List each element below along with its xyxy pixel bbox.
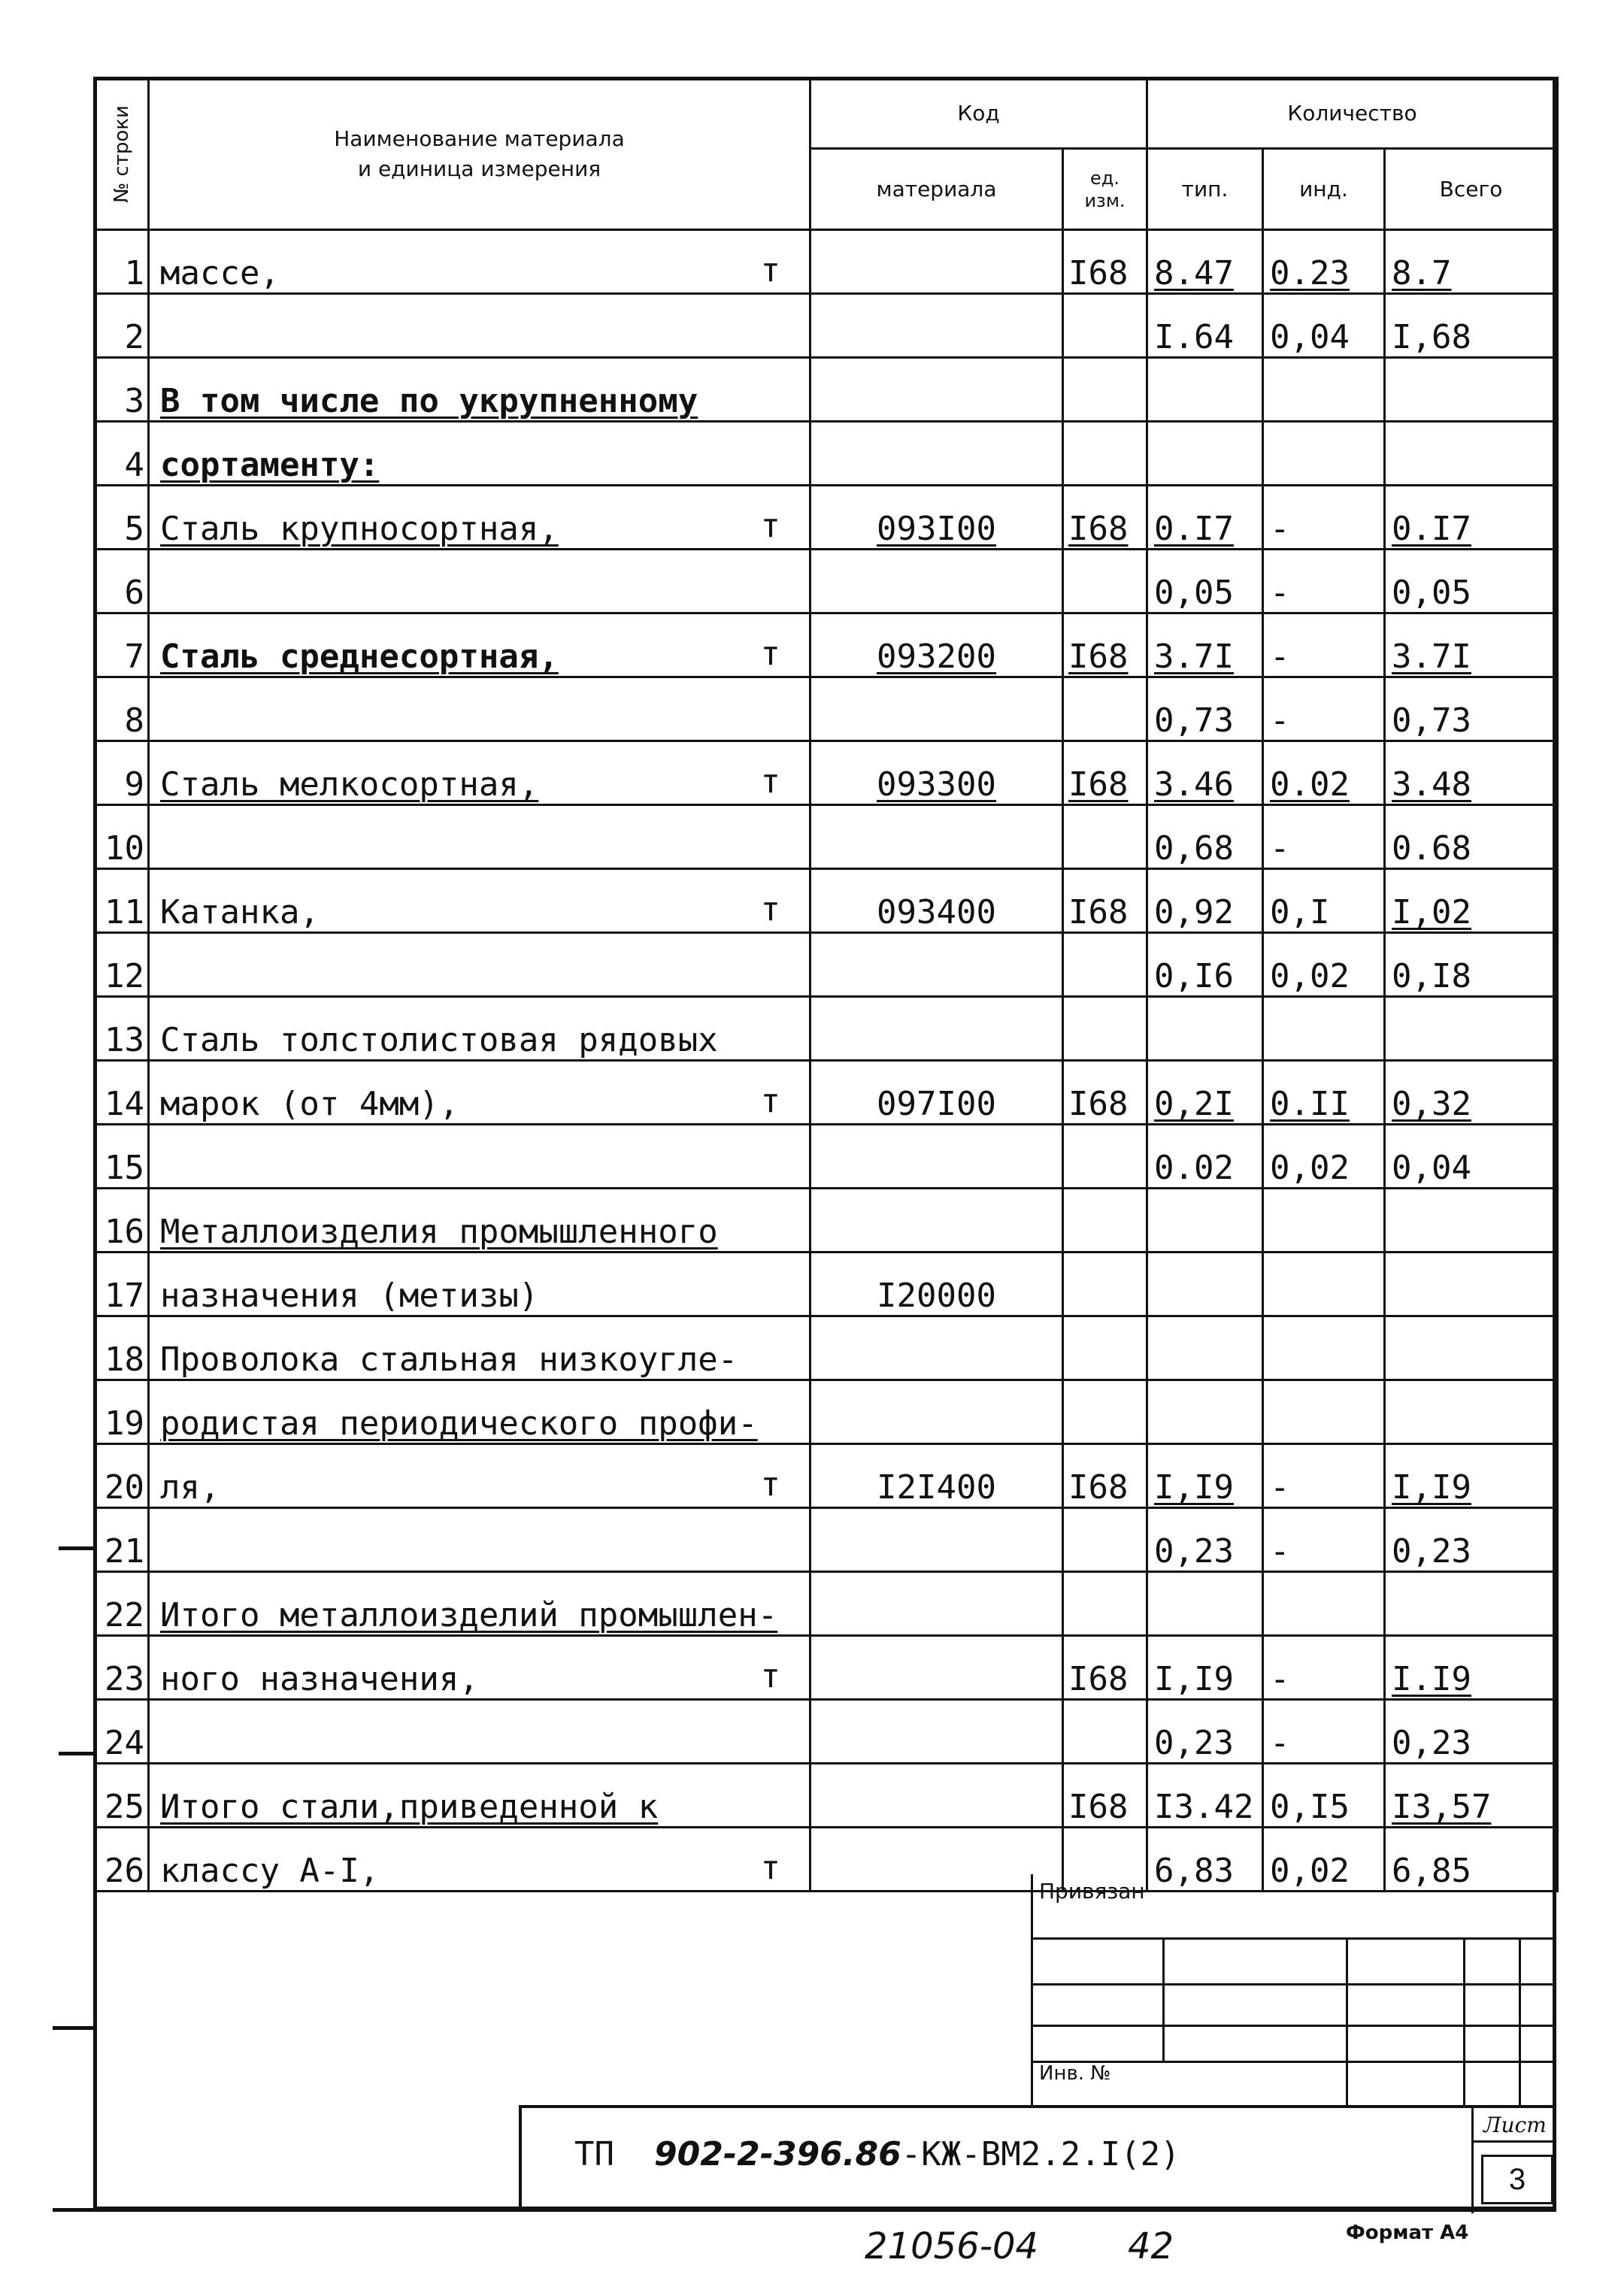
unit-code: I68 — [1063, 869, 1147, 933]
material-name: Металлоизделия промышленного — [149, 1189, 810, 1253]
header-rownum: № строки — [95, 78, 149, 230]
unit-label: т — [760, 762, 780, 801]
unit-label: т — [760, 1082, 780, 1120]
qty-ind: 0.II — [1263, 1061, 1385, 1125]
qty-ind: 0,02 — [1263, 1828, 1385, 1892]
material-name: Катанка, т — [149, 869, 810, 933]
header-name: Наименование материала и единица измерения — [149, 78, 810, 230]
row-number: 19 — [95, 1380, 149, 1444]
qty-tip: 0,23 — [1147, 1700, 1263, 1764]
unit-label: т — [760, 635, 780, 673]
unit-label: т — [760, 251, 780, 289]
row-number: 13 — [95, 997, 149, 1061]
qty-total: 0.68 — [1385, 805, 1558, 869]
material-name: массе, т — [149, 230, 810, 294]
qty-tip: 0.I7 — [1147, 486, 1263, 550]
qty-ind: - — [1263, 550, 1385, 613]
title-stamp — [519, 2105, 1556, 2210]
qty-ind: - — [1263, 677, 1385, 741]
qty-total: I,02 — [1385, 869, 1558, 933]
qty-tip: 0,92 — [1147, 869, 1263, 933]
qty-total: 0,05 — [1385, 550, 1558, 613]
qty-tip: 0,2I — [1147, 1061, 1263, 1125]
header-vsego: Всего — [1385, 149, 1558, 230]
row-number: 21 — [95, 1508, 149, 1572]
qty-total: 0,04 — [1385, 1125, 1558, 1189]
material-name: Сталь мелкосортная, т — [149, 741, 810, 805]
row-number: 7 — [95, 613, 149, 677]
list-box — [1471, 2108, 1556, 2213]
qty-tip: I3.42 — [1147, 1764, 1263, 1828]
qty-ind: - — [1263, 1700, 1385, 1764]
material-name: назначения (метизы) — [149, 1253, 810, 1316]
qty-tip: I.64 — [1147, 294, 1263, 358]
unit-code: I68 — [1063, 741, 1147, 805]
footer-handwritten-number: 21056-04 — [865, 2225, 1039, 2267]
unit-code: I68 — [1063, 1764, 1147, 1828]
unit-code: I68 — [1063, 1444, 1147, 1508]
qty-ind: 0.02 — [1263, 741, 1385, 805]
qty-total: 6,85 — [1385, 1828, 1558, 1892]
material-name: Сталь крупносортная, т — [149, 486, 810, 550]
qty-tip: 0,I6 — [1147, 933, 1263, 997]
inv-label: Инв. № — [1039, 2062, 1111, 2085]
row-number: 9 — [95, 741, 149, 805]
qty-total: I,68 — [1385, 294, 1558, 358]
qty-ind: - — [1263, 1444, 1385, 1508]
row-number: 24 — [95, 1700, 149, 1764]
row-number: 5 — [95, 486, 149, 550]
qty-tip: 0.02 — [1147, 1125, 1263, 1189]
footer-format: Формат А4 — [1346, 2222, 1469, 2244]
row-number: 17 — [95, 1253, 149, 1316]
qty-tip: 6,83 — [1147, 1828, 1263, 1892]
row-number: 23 — [95, 1636, 149, 1700]
row-number: 8 — [95, 677, 149, 741]
unit-code: I68 — [1063, 486, 1147, 550]
material-name: Сталь среднесортная, т — [149, 613, 810, 677]
row-number: 2 — [95, 294, 149, 358]
row-number: 26 — [95, 1828, 149, 1892]
privyazan-label: Привязан — [1039, 1879, 1145, 1904]
unit-code: I68 — [1063, 230, 1147, 294]
qty-ind: 0,02 — [1263, 1125, 1385, 1189]
footer-handwritten-page: 42 — [1128, 2225, 1174, 2267]
row-number: 16 — [95, 1189, 149, 1253]
header-kolichestvo: Количество — [1147, 78, 1558, 149]
stamp-designation: ТП 902-2-396.86-КЖ-ВМ2.2.I(2) — [574, 2135, 1180, 2173]
privyazan-box — [1031, 1874, 1556, 2107]
qty-ind: 0,I5 — [1263, 1764, 1385, 1828]
material-name: сортаменту: — [149, 422, 810, 486]
qty-total: 0,I8 — [1385, 933, 1558, 997]
row-number: 10 — [95, 805, 149, 869]
qty-ind: 0.23 — [1263, 230, 1385, 294]
qty-total: 8.7 — [1385, 230, 1558, 294]
qty-tip: I,I9 — [1147, 1636, 1263, 1700]
qty-tip: 0,23 — [1147, 1508, 1263, 1572]
qty-total: I3,57 — [1385, 1764, 1558, 1828]
material-code: 093400 — [810, 869, 1063, 933]
material-name: Сталь толстолистовая рядовых — [149, 997, 810, 1061]
material-name: родистая периодического профи- — [149, 1380, 810, 1444]
material-name: классу А-I, т — [149, 1828, 810, 1892]
unit-label: т — [760, 1849, 780, 1887]
qty-ind: - — [1263, 805, 1385, 869]
qty-tip: 3.7I — [1147, 613, 1263, 677]
unit-label: т — [760, 507, 780, 545]
material-name: марок (от 4мм), т — [149, 1061, 810, 1125]
material-name: Проволока стальная низкоугле- — [149, 1316, 810, 1380]
qty-total: 3.7I — [1385, 613, 1558, 677]
unit-code: I68 — [1063, 1636, 1147, 1700]
qty-total: 3.48 — [1385, 741, 1558, 805]
qty-ind: - — [1263, 1508, 1385, 1572]
row-number: 20 — [95, 1444, 149, 1508]
row-number: 25 — [95, 1764, 149, 1828]
row-number: 22 — [95, 1572, 149, 1636]
unit-code: I68 — [1063, 1061, 1147, 1125]
material-name: Итого металлоизделий промышлен- — [149, 1572, 810, 1636]
qty-ind: 0,02 — [1263, 933, 1385, 997]
qty-ind: - — [1263, 486, 1385, 550]
row-number: 11 — [95, 869, 149, 933]
qty-tip: 8.47 — [1147, 230, 1263, 294]
unit-code: I68 — [1063, 613, 1147, 677]
material-code: 093I00 — [810, 486, 1063, 550]
header-tip: тип. — [1147, 149, 1263, 230]
material-code: 093200 — [810, 613, 1063, 677]
row-number: 4 — [95, 422, 149, 486]
qty-tip: 0,68 — [1147, 805, 1263, 869]
material-code: I20000 — [810, 1253, 1063, 1316]
row-number: 1 — [95, 230, 149, 294]
header-kod: Код — [810, 78, 1147, 149]
qty-total: I.I9 — [1385, 1636, 1558, 1700]
row-number: 18 — [95, 1316, 149, 1380]
list-label: Лист — [1474, 2113, 1556, 2143]
material-code: I2I400 — [810, 1444, 1063, 1508]
qty-tip: 0,73 — [1147, 677, 1263, 741]
qty-ind: - — [1263, 1636, 1385, 1700]
qty-ind: 0,04 — [1263, 294, 1385, 358]
material-name: В том числе по укрупненному — [149, 358, 810, 422]
qty-total: 0,32 — [1385, 1061, 1558, 1125]
unit-label: т — [760, 1657, 780, 1695]
header-ind: инд. — [1263, 149, 1385, 230]
material-name: ля, т — [149, 1444, 810, 1508]
row-number: 14 — [95, 1061, 149, 1125]
qty-ind: - — [1263, 613, 1385, 677]
row-number: 6 — [95, 550, 149, 613]
qty-tip: 3.46 — [1147, 741, 1263, 805]
row-number: 12 — [95, 933, 149, 997]
qty-ind: 0,I — [1263, 869, 1385, 933]
material-name: ного назначения, т — [149, 1636, 810, 1700]
unit-label: т — [760, 890, 780, 928]
qty-total: I,I9 — [1385, 1444, 1558, 1508]
row-number: 3 — [95, 358, 149, 422]
material-name: Итого стали,приведенной к — [149, 1764, 810, 1828]
qty-tip: I,I9 — [1147, 1444, 1263, 1508]
row-number: 15 — [95, 1125, 149, 1189]
qty-tip: 0,05 — [1147, 550, 1263, 613]
qty-total: 0,23 — [1385, 1508, 1558, 1572]
header-material: материала — [810, 149, 1063, 230]
qty-total: 0,23 — [1385, 1700, 1558, 1764]
material-code: 097I00 — [810, 1061, 1063, 1125]
qty-total: 0.I7 — [1385, 486, 1558, 550]
qty-total: 0,73 — [1385, 677, 1558, 741]
material-code: 093300 — [810, 741, 1063, 805]
unit-label: т — [760, 1465, 780, 1504]
list-number: 3 — [1481, 2155, 1553, 2204]
header-ed: ед. изм. — [1063, 149, 1147, 230]
